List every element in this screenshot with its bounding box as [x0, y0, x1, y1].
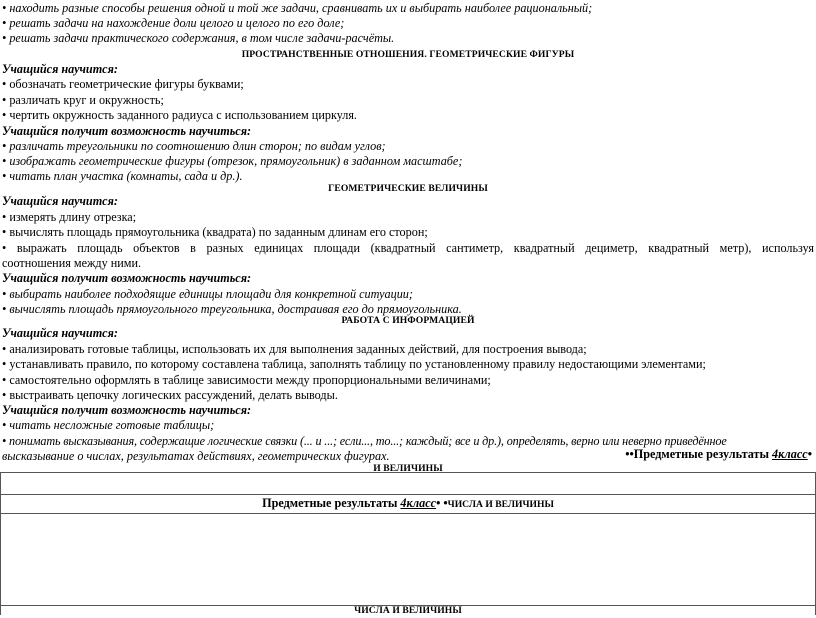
results-heading — [0, 496, 816, 512]
text-line: • чертить окружность заданного радиуса с использованием циркуля. — [2, 108, 357, 122]
class-label: 4класс — [400, 496, 437, 510]
text-line: • решать задачи на нахождение доли целого и целого по его доле; — [2, 16, 345, 30]
section-heading: РАБОТА С ИНФОРМАЦИЕЙ — [341, 315, 475, 326]
section-heading: ПРОСТРАНСТВЕННЫЕ ОТНОШЕНИЯ. ГЕОМЕТРИЧЕСКИЕ ФИГУРЫ — [241, 49, 575, 60]
text-line: • выражать площадь объектов в разных единицах площади (квадратный сантиметр, квадратный дециметр, квадратный метр), используя — [2, 241, 814, 255]
class-label: 4класс — [772, 447, 808, 461]
subheading: Учащийся научится: — [2, 62, 118, 76]
text-line: • читать план участка (комнаты, сада и др.). — [2, 169, 243, 183]
table-border — [0, 472, 816, 473]
table-border — [0, 513, 816, 514]
text-line: соотношения между ними. — [2, 256, 142, 270]
section-heading: И ВЕЛИЧИНЫ — [373, 463, 443, 474]
text-line: • самостоятельно оформлять в таблице зависимости между пропорциональными величинами; — [2, 373, 491, 387]
subheading: Учащийся получит возможность научиться: — [2, 271, 252, 285]
table-border — [0, 472, 1, 615]
text-line: • читать несложные готовые таблицы; — [2, 418, 215, 432]
text-line: • выбирать наиболее подходящие единицы площади для конкретной ситуации; — [2, 287, 413, 301]
text-line: высказывание о числах, результатах действиях, геометрических фигурах. — [2, 449, 390, 463]
bullet-marks: • • — [436, 496, 448, 510]
bullet-mark: • — [807, 447, 812, 461]
text-line: • обозначать геометрические фигуры буквами; — [2, 77, 244, 91]
text-line: • находить разные способы решения одной и той же задачи, сравнивать их и выбирать наиболее рациональный; — [2, 1, 593, 15]
text-line: • понимать высказывания, содержащие логические связки (... и ...; если..., то...; каждый; все и др.), определять, верно или неверно приведённое — [2, 434, 727, 448]
text-line: • выстраивать цепочку логических рассуждений, делать выводы. — [2, 388, 338, 402]
subheading: Учащийся получит возможность научиться: — [2, 403, 252, 417]
results-label: Предметные результаты — [633, 447, 773, 461]
results-label: Предметные результаты — [262, 496, 401, 510]
text-line: • решать задачи практического содержания, в том числе задачи-расчёты. — [2, 31, 395, 45]
section-heading: ЧИСЛА И ВЕЛИЧИНЫ — [354, 605, 462, 616]
text-line: • анализировать готовые таблицы, использовать их для выполнения заданных действий, для построения вывода; — [2, 342, 587, 356]
text-line: • вычислять площадь прямоугольника (квадрата) по заданным длинам его сторон; — [2, 225, 428, 239]
subheading: Учащийся научится: — [2, 194, 118, 208]
text-line: • измерять длину отрезка; — [2, 210, 137, 224]
table-border — [0, 494, 816, 495]
text-line: • различать треугольники по соотношению длин сторон; по видам углов; — [2, 139, 386, 153]
text-line: • вычислять площадь прямоугольного треугольника, достраивая его до прямоугольника. — [2, 302, 462, 316]
text-line: • различать круг и окружность; — [2, 93, 164, 107]
text-line: • изображать геометрические фигуры (отрезок, прямоугольник) в заданном масштабе; — [2, 154, 463, 168]
bullet-marks: •• — [625, 447, 634, 461]
section-label: ЧИСЛА И ВЕЛИЧИНЫ — [447, 499, 554, 510]
section-heading: ГЕОМЕТРИЧЕСКИЕ ВЕЛИЧИНЫ — [328, 183, 488, 194]
text-line: • устанавливать правило, по которому составлена таблица, заполнять таблицу по установленному правилу недостающими элементами; — [2, 357, 706, 371]
subheading: Учащийся получит возможность научиться: — [2, 124, 252, 138]
subheading: Учащийся научится: — [2, 326, 118, 340]
